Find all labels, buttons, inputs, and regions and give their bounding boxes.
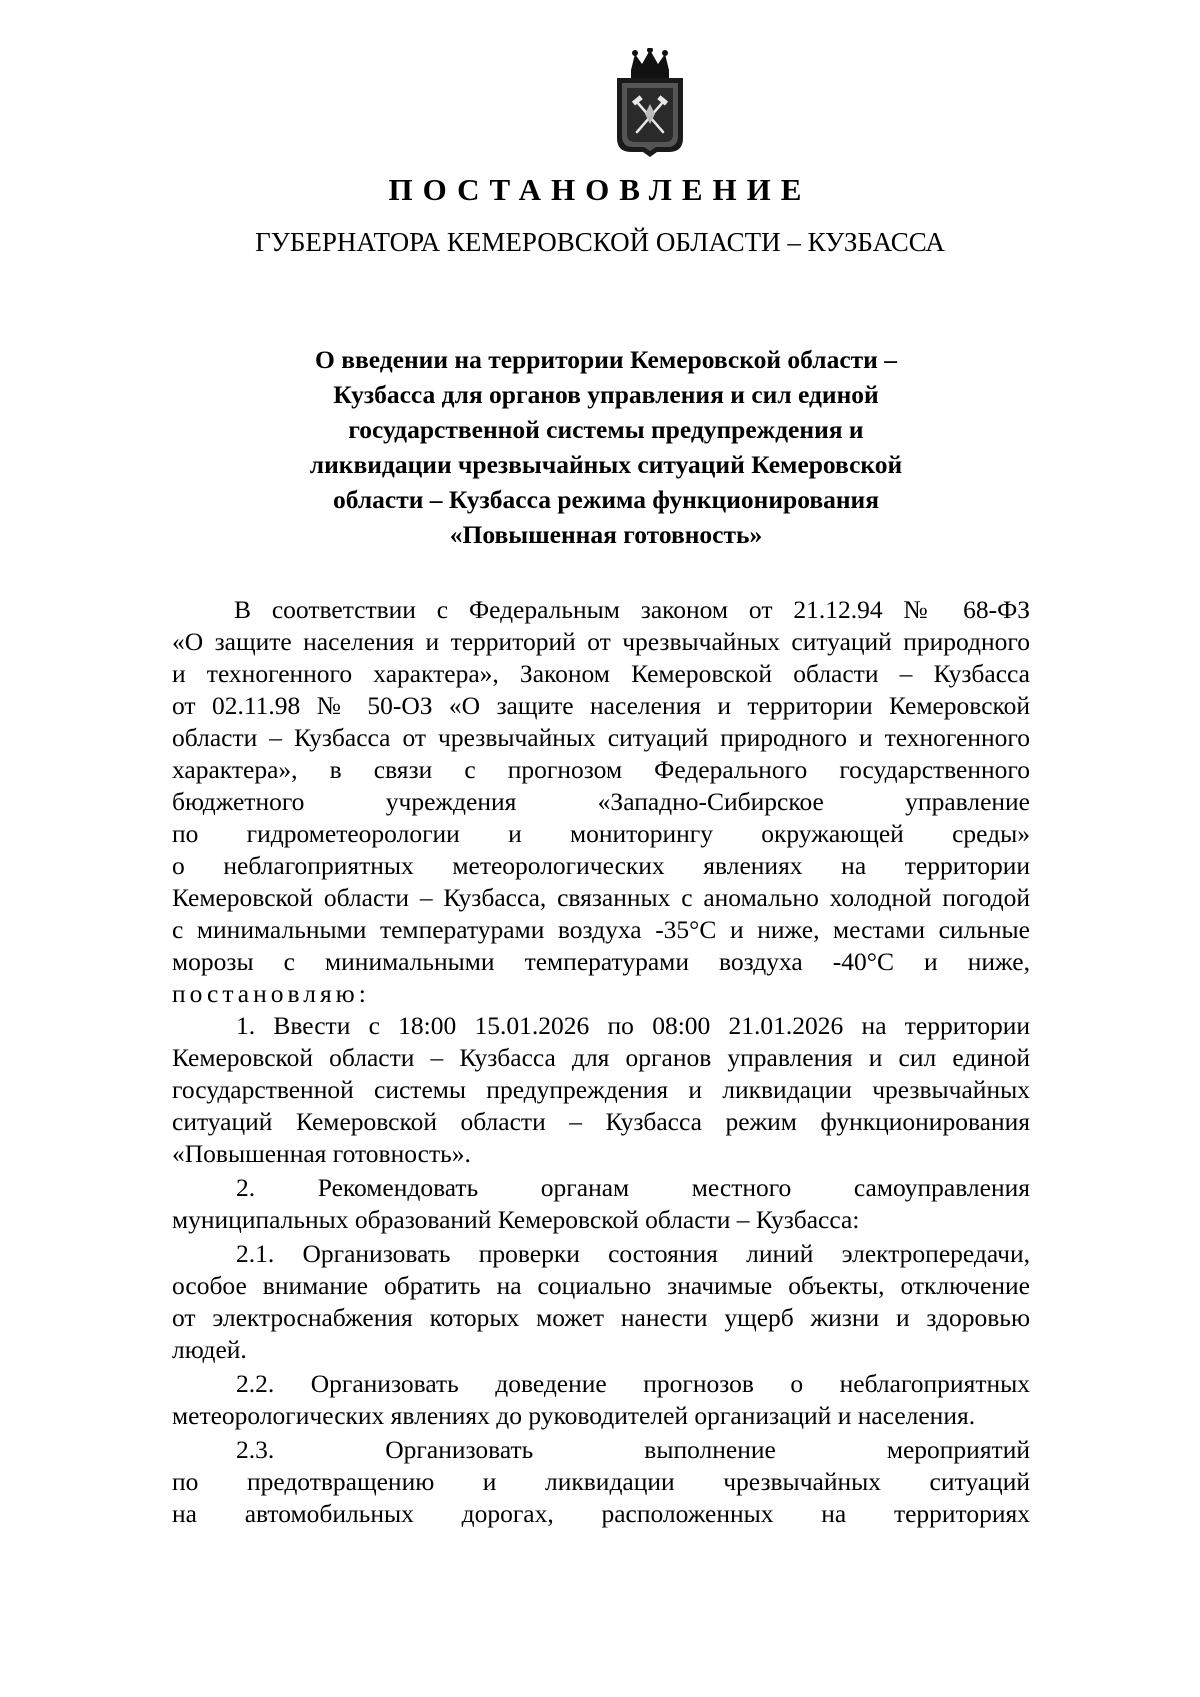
text-line: В соответствии с Федеральным законом от 21.12.94 № 68-ФЗ — [234, 595, 1030, 624]
text-line: особое внимание обратить на социально значимые объекты, отключение — [172, 1271, 1030, 1300]
text-line: метеорологических явлениях до руководителей организаций и населения. — [172, 1401, 976, 1430]
text-line: и техногенного характера», Законом Кемеровской области – Кузбасса — [172, 659, 1030, 688]
text-line: 2.1. Организовать проверки состояния линий электропередачи, — [236, 1239, 1030, 1268]
preamble-paragraph — [172, 594, 1030, 1010]
item-2-3-paragraph — [172, 1434, 1030, 1530]
resolution-word: постановляю: — [172, 979, 370, 1008]
document-type-heading: ПОСТАНОВЛЕНИЕ — [388, 172, 812, 207]
subject-line: О введении на территории Кемеровской области – — [315, 345, 897, 374]
text-line: 2. Рекомендовать органам местного самоуправления — [236, 1173, 1030, 1202]
document-body — [172, 594, 1030, 1530]
text-line: «О защите населения и территорий от чрезвычайных ситуаций природного — [172, 627, 1030, 656]
text-line: 2.2. Организовать доведение прогнозов о неблагоприятных — [236, 1369, 1030, 1398]
subject-line: «Повышенная готовность» — [449, 520, 763, 549]
text-line: 2.3. Организовать выполнение мероприятий — [236, 1435, 1030, 1464]
text-line: муниципальных образований Кемеровской области – Кузбасса: — [172, 1205, 860, 1234]
text-line: «Повышенная готовность». — [172, 1139, 471, 1168]
text-line: по предотвращению и ликвидации чрезвычайных ситуаций — [172, 1467, 1030, 1496]
text-line: ситуаций Кемеровской области – Кузбасса режим функционирования — [172, 1107, 1030, 1136]
subject-line: государственной системы предупреждения и — [348, 415, 864, 444]
issuer-title: ГУБЕРНАТОРА КЕМЕРОВСКОЙ ОБЛАСТИ – КУЗБАССА — [255, 227, 945, 257]
text-line: с минимальными температурами воздуха -35°С и ниже, местами сильные — [172, 915, 1030, 944]
text-line: о неблагоприятных метеорологических явлениях на территории — [172, 851, 1030, 880]
subject-line: ликвидации чрезвычайных ситуаций Кемеровской — [309, 450, 903, 479]
text-line: бюджетного учреждения «Западно-Сибирское управление — [172, 787, 1030, 816]
text-line: 1. Ввести с 18:00 15.01.2026 по 08:00 21.01.2026 на территории — [236, 1011, 1030, 1040]
text-line: по гидрометеорологии и мониторингу окружающей среды» — [172, 819, 1030, 848]
item-1-paragraph — [172, 1010, 1030, 1170]
subject-line: Кузбасса для органов управления и сил единой — [333, 380, 879, 409]
text-line: области – Кузбасса от чрезвычайных ситуаций природного и техногенного — [172, 723, 1030, 752]
item-2-1-paragraph — [172, 1238, 1030, 1366]
document-subject — [300, 342, 912, 552]
text-line: Кемеровской области – Кузбасса, связанных с аномально холодной погодой — [172, 883, 1030, 912]
text-line: от электроснабжения которых может нанести ущерб жизни и здоровью — [172, 1303, 1030, 1332]
item-2-2-paragraph — [172, 1368, 1030, 1432]
text-line: от 02.11.98 № 50-ОЗ «О защите населения и территории Кемеровской — [172, 691, 1030, 720]
text-line: Кемеровской области – Кузбасса для органов управления и сил единой — [172, 1043, 1030, 1072]
text-line: на автомобильных дорогах, расположенных на территориях — [172, 1499, 1030, 1528]
text-line: морозы с минимальными температурами воздуха -40°С и ниже, — [172, 947, 1030, 976]
coat-of-arms-emblem — [611, 48, 689, 158]
text-line: характера», в связи с прогнозом Федерального государственного — [172, 755, 1030, 784]
text-line: государственной системы предупреждения и ликвидации чрезвычайных — [172, 1075, 1030, 1104]
subject-line: области – Кузбасса режима функционирования — [332, 485, 880, 514]
item-2-paragraph — [172, 1172, 1030, 1236]
text-line: людей. — [172, 1335, 247, 1364]
